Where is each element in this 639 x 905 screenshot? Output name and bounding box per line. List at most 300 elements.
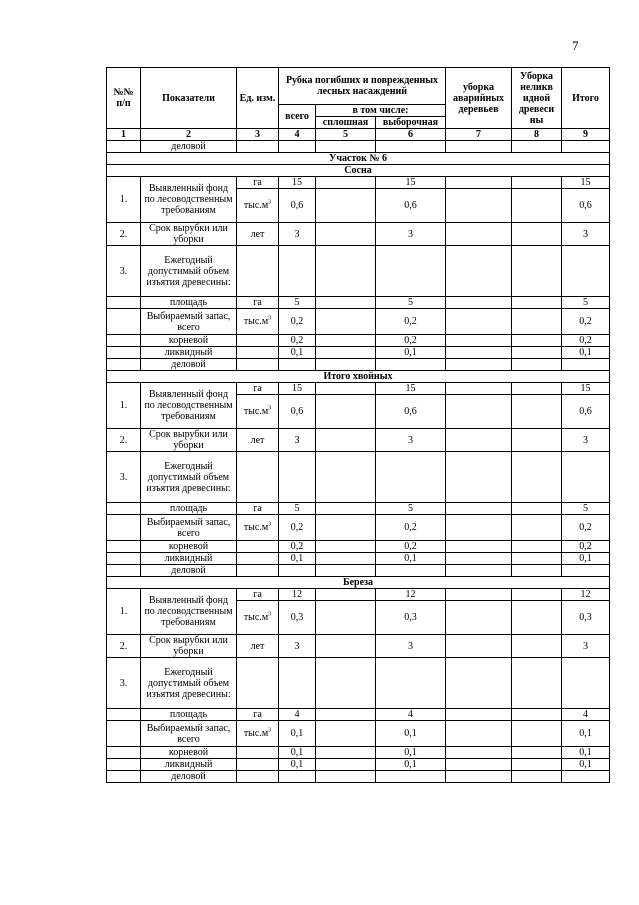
table-header — [107, 68, 610, 141]
table-row — [107, 429, 610, 452]
value-cell — [316, 515, 376, 541]
table-row — [107, 565, 610, 577]
row-number — [107, 347, 141, 359]
value-cell — [512, 553, 562, 565]
value-cell: 0,1 — [562, 759, 610, 771]
value-cell — [562, 452, 610, 503]
table-row — [107, 383, 610, 395]
value-cell — [562, 565, 610, 577]
header-selective: выборочная — [376, 117, 446, 129]
value-cell: 3 — [562, 429, 610, 452]
data-table — [106, 67, 610, 783]
value-cell: 5 — [562, 503, 610, 515]
unit-cell — [237, 721, 279, 747]
value-cell — [562, 771, 610, 783]
value-cell — [512, 709, 562, 721]
value-cell — [446, 246, 512, 297]
row-label: площадь — [141, 709, 237, 721]
value-cell — [316, 589, 376, 601]
value-cell: 3 — [279, 223, 316, 246]
value-cell — [512, 347, 562, 359]
value-cell — [446, 223, 512, 246]
value-cell: 5 — [279, 297, 316, 309]
value-cell — [446, 395, 512, 429]
value-cell — [512, 223, 562, 246]
value-cell — [512, 429, 562, 452]
row-label: Выявленный фонд по лесоводственным требованиям — [141, 177, 237, 223]
table-row — [107, 709, 610, 721]
column-number-row — [107, 129, 610, 141]
value-cell: 12 — [279, 589, 316, 601]
value-cell — [376, 246, 446, 297]
unit-cell — [237, 747, 279, 759]
table-row — [107, 635, 610, 658]
value-cell: 5 — [376, 503, 446, 515]
value-cell — [512, 189, 562, 223]
table-row — [107, 246, 610, 297]
value-cell — [376, 565, 446, 577]
value-cell: 0,2 — [562, 541, 610, 553]
col-number: 4 — [279, 129, 316, 141]
value-cell — [446, 541, 512, 553]
value-cell — [446, 589, 512, 601]
header-incl: в том числе: — [316, 105, 446, 117]
row-label: деловой — [141, 141, 237, 153]
row-label: корневой — [141, 541, 237, 553]
unit-cell — [237, 347, 279, 359]
row-label: ликвидный — [141, 347, 237, 359]
value-cell — [512, 565, 562, 577]
unit-cell — [237, 553, 279, 565]
value-cell: 0,1 — [279, 553, 316, 565]
value-cell — [316, 395, 376, 429]
group-title: Береза — [107, 577, 610, 589]
row-number: 1. — [107, 589, 141, 635]
value-cell — [279, 452, 316, 503]
row-label: Срок вырубки или уборки — [141, 223, 237, 246]
value-cell — [512, 177, 562, 189]
value-cell: 0,2 — [562, 515, 610, 541]
value-cell: 0,2 — [376, 515, 446, 541]
table-row — [107, 452, 610, 503]
row-label: Срок вырубки или уборки — [141, 635, 237, 658]
value-cell — [512, 589, 562, 601]
value-cell: 0,3 — [562, 601, 610, 635]
value-cell — [376, 771, 446, 783]
row-label: Ежегодный допустимый объем изъятия древесины: — [141, 658, 237, 709]
value-cell — [446, 747, 512, 759]
row-label: Выбираемый запас, всего — [141, 721, 237, 747]
value-cell: 0,2 — [279, 541, 316, 553]
value-cell — [316, 335, 376, 347]
value-cell: 0,2 — [279, 309, 316, 335]
unit-cell — [237, 246, 279, 297]
unit-cell — [237, 335, 279, 347]
row-number: 3. — [107, 452, 141, 503]
value-cell: 0,6 — [279, 189, 316, 223]
unit-cell — [237, 771, 279, 783]
value-cell — [446, 721, 512, 747]
value-cell — [512, 309, 562, 335]
value-cell: 5 — [376, 297, 446, 309]
value-cell — [279, 359, 316, 371]
header-clear: сплошная — [316, 117, 376, 129]
row-label: деловой — [141, 565, 237, 577]
table-row — [107, 347, 610, 359]
value-cell — [376, 658, 446, 709]
unit-sup: 3 — [268, 199, 272, 206]
unit-text: тыс.м — [243, 522, 269, 533]
value-cell: 0,1 — [562, 347, 610, 359]
section-title: Участок № 6 — [107, 153, 610, 165]
value-cell: 0,1 — [376, 759, 446, 771]
row-number: 1. — [107, 177, 141, 223]
unit-sup: 3 — [268, 405, 272, 412]
value-cell — [316, 383, 376, 395]
value-cell: 4 — [376, 709, 446, 721]
value-cell — [512, 395, 562, 429]
value-cell — [446, 297, 512, 309]
row-number — [107, 503, 141, 515]
value-cell: 0,1 — [279, 721, 316, 747]
value-cell — [316, 309, 376, 335]
row-number — [107, 515, 141, 541]
value-cell — [512, 759, 562, 771]
value-cell — [316, 347, 376, 359]
unit-cell — [237, 452, 279, 503]
value-cell: 4 — [562, 709, 610, 721]
row-label: Выбираемый запас, всего — [141, 515, 237, 541]
value-cell — [376, 452, 446, 503]
header-illiquid: Уборка неликв идной древеси ны — [512, 68, 562, 129]
unit-cell: га — [237, 709, 279, 721]
value-cell: 12 — [376, 589, 446, 601]
header-emergency: уборка аварийных деревьев — [446, 68, 512, 129]
value-cell — [446, 658, 512, 709]
row-label: площадь — [141, 297, 237, 309]
value-cell — [316, 503, 376, 515]
value-cell: 5 — [279, 503, 316, 515]
table-body — [107, 141, 610, 783]
value-cell — [316, 721, 376, 747]
value-cell: 15 — [562, 383, 610, 395]
col-number: 5 — [316, 129, 376, 141]
unit-sup: 3 — [268, 315, 272, 322]
row-number: 3. — [107, 246, 141, 297]
unit-cell — [237, 541, 279, 553]
value-cell — [316, 541, 376, 553]
table-row — [107, 223, 610, 246]
value-cell — [316, 177, 376, 189]
value-cell: 0,2 — [376, 335, 446, 347]
table-row — [107, 589, 610, 601]
group-title: Итого хвойных — [107, 371, 610, 383]
header-indicators: Показатели — [141, 68, 237, 129]
unit-cell: га — [237, 297, 279, 309]
value-cell — [512, 658, 562, 709]
col-number: 2 — [141, 129, 237, 141]
value-cell — [446, 503, 512, 515]
value-cell — [446, 309, 512, 335]
value-cell: 0,2 — [279, 515, 316, 541]
col-number: 7 — [446, 129, 512, 141]
value-cell — [512, 721, 562, 747]
row-number — [107, 359, 141, 371]
value-cell — [512, 452, 562, 503]
table-row — [107, 759, 610, 771]
table-row — [107, 721, 610, 747]
row-number: 2. — [107, 223, 141, 246]
row-number: 3. — [107, 658, 141, 709]
header-total: всего — [279, 105, 316, 129]
unit-sup: 3 — [268, 521, 272, 528]
value-cell — [446, 601, 512, 635]
value-cell — [376, 359, 446, 371]
row-label: Выявленный фонд по лесоводственным требованиям — [141, 589, 237, 635]
table-row — [107, 503, 610, 515]
value-cell — [316, 658, 376, 709]
value-cell — [279, 565, 316, 577]
value-cell: 0,3 — [376, 601, 446, 635]
row-label: деловой — [141, 771, 237, 783]
value-cell — [316, 297, 376, 309]
value-cell: 15 — [279, 177, 316, 189]
value-cell — [446, 515, 512, 541]
value-cell: 15 — [279, 383, 316, 395]
value-cell — [512, 747, 562, 759]
value-cell — [446, 347, 512, 359]
value-cell: 0,1 — [562, 721, 610, 747]
row-number — [107, 759, 141, 771]
col-number: 8 — [512, 129, 562, 141]
value-cell — [316, 565, 376, 577]
unit-cell — [237, 515, 279, 541]
value-cell: 3 — [376, 429, 446, 452]
unit-sup: 3 — [268, 611, 272, 618]
value-cell: 3 — [279, 429, 316, 452]
value-cell — [446, 553, 512, 565]
value-cell: 0,2 — [376, 541, 446, 553]
value-cell: 0,6 — [376, 395, 446, 429]
table-row — [107, 297, 610, 309]
unit-cell — [237, 658, 279, 709]
value-cell — [446, 429, 512, 452]
section-row — [107, 153, 610, 165]
value-cell: 3 — [376, 635, 446, 658]
value-cell — [512, 515, 562, 541]
value-cell — [316, 359, 376, 371]
value-cell: 12 — [562, 589, 610, 601]
row-label: площадь — [141, 503, 237, 515]
row-label: деловой — [141, 359, 237, 371]
value-cell — [446, 359, 512, 371]
row-number: 2. — [107, 635, 141, 658]
header-num: №№ п/п — [107, 68, 141, 129]
row-number: 2. — [107, 429, 141, 452]
unit-cell: га — [237, 503, 279, 515]
value-cell — [316, 553, 376, 565]
row-label: Срок вырубки или уборки — [141, 429, 237, 452]
row-number — [107, 709, 141, 721]
value-cell — [562, 658, 610, 709]
value-cell — [316, 635, 376, 658]
unit-cell — [237, 309, 279, 335]
group-row — [107, 577, 610, 589]
value-cell — [512, 635, 562, 658]
unit-text: тыс.м — [243, 316, 269, 327]
value-cell — [446, 709, 512, 721]
row-number — [107, 565, 141, 577]
unit-cell — [237, 565, 279, 577]
value-cell — [512, 383, 562, 395]
table-row — [107, 141, 610, 153]
row-label: ликвидный — [141, 553, 237, 565]
value-cell — [316, 429, 376, 452]
value-cell: 0,1 — [376, 721, 446, 747]
value-cell: 0,1 — [279, 347, 316, 359]
value-cell: 0,2 — [279, 335, 316, 347]
header-result: Итого — [562, 68, 610, 129]
value-cell: 0,3 — [279, 601, 316, 635]
value-cell: 0,1 — [376, 747, 446, 759]
value-cell — [446, 771, 512, 783]
table-row — [107, 553, 610, 565]
value-cell: 0,2 — [562, 335, 610, 347]
value-cell — [512, 771, 562, 783]
header-unit: Ед. изм. — [237, 68, 279, 129]
value-cell: 0,1 — [562, 553, 610, 565]
value-cell — [446, 383, 512, 395]
unit-text: тыс.м — [243, 200, 269, 211]
unit-cell: лет — [237, 635, 279, 658]
value-cell: 4 — [279, 709, 316, 721]
unit-cell: га — [237, 589, 279, 601]
value-cell: 0,6 — [279, 395, 316, 429]
row-label: Выбираемый запас, всего — [141, 309, 237, 335]
value-cell — [316, 759, 376, 771]
unit-cell: га — [237, 383, 279, 395]
col-number: 1 — [107, 129, 141, 141]
table-row — [107, 335, 610, 347]
row-number — [107, 771, 141, 783]
value-cell — [279, 658, 316, 709]
unit-cell — [237, 395, 279, 429]
value-cell: 0,2 — [376, 309, 446, 335]
unit-cell — [237, 601, 279, 635]
value-cell: 5 — [562, 297, 610, 309]
page-number: 7 — [572, 38, 579, 53]
row-label: корневой — [141, 747, 237, 759]
row-label: Ежегодный допустимый объем изъятия древесины: — [141, 452, 237, 503]
value-cell: 15 — [376, 383, 446, 395]
row-number — [107, 553, 141, 565]
value-cell — [316, 223, 376, 246]
value-cell — [512, 297, 562, 309]
row-number — [107, 721, 141, 747]
value-cell — [316, 601, 376, 635]
col-number: 9 — [562, 129, 610, 141]
value-cell — [316, 771, 376, 783]
value-cell — [316, 452, 376, 503]
value-cell — [512, 541, 562, 553]
row-number — [107, 335, 141, 347]
unit-cell — [237, 759, 279, 771]
value-cell — [512, 601, 562, 635]
header-felling-group: Рубка погибших и поврежденных лесных насаждений — [279, 68, 446, 105]
group-row — [107, 371, 610, 383]
value-cell: 0,2 — [562, 309, 610, 335]
value-cell — [446, 189, 512, 223]
group-title: Сосна — [107, 165, 610, 177]
value-cell: 0,6 — [562, 395, 610, 429]
table-row — [107, 747, 610, 759]
value-cell — [316, 709, 376, 721]
value-cell — [512, 503, 562, 515]
value-cell — [562, 359, 610, 371]
table-row — [107, 309, 610, 335]
unit-sup: 3 — [268, 727, 272, 734]
unit-text: тыс.м — [243, 728, 269, 739]
value-cell — [316, 246, 376, 297]
row-number — [107, 297, 141, 309]
row-number — [107, 747, 141, 759]
table-row — [107, 359, 610, 371]
value-cell — [512, 359, 562, 371]
col-number: 6 — [376, 129, 446, 141]
row-label: Выявленный фонд по лесоводственным требованиям — [141, 383, 237, 429]
value-cell — [446, 565, 512, 577]
value-cell — [446, 335, 512, 347]
value-cell: 0,6 — [562, 189, 610, 223]
value-cell: 3 — [279, 635, 316, 658]
value-cell — [512, 246, 562, 297]
value-cell: 0,6 — [376, 189, 446, 223]
row-number — [107, 309, 141, 335]
row-label: ликвидный — [141, 759, 237, 771]
unit-cell: лет — [237, 429, 279, 452]
value-cell: 15 — [376, 177, 446, 189]
value-cell: 0,1 — [279, 747, 316, 759]
row-label: Ежегодный допустимый объем изъятия древесины: — [141, 246, 237, 297]
row-label: корневой — [141, 335, 237, 347]
value-cell: 3 — [562, 635, 610, 658]
value-cell — [279, 771, 316, 783]
value-cell — [446, 759, 512, 771]
row-number: 1. — [107, 383, 141, 429]
unit-cell — [237, 359, 279, 371]
value-cell: 3 — [376, 223, 446, 246]
value-cell — [279, 246, 316, 297]
value-cell: 0,1 — [376, 553, 446, 565]
value-cell: 0,1 — [562, 747, 610, 759]
value-cell — [316, 747, 376, 759]
table-row — [107, 658, 610, 709]
value-cell: 3 — [562, 223, 610, 246]
unit-text: тыс.м — [243, 406, 269, 417]
value-cell — [316, 189, 376, 223]
value-cell — [562, 246, 610, 297]
table-row — [107, 177, 610, 189]
value-cell — [512, 335, 562, 347]
unit-cell — [237, 189, 279, 223]
unit-cell: га — [237, 177, 279, 189]
value-cell — [446, 177, 512, 189]
unit-text: тыс.м — [243, 612, 269, 623]
value-cell — [446, 452, 512, 503]
value-cell: 0,1 — [376, 347, 446, 359]
value-cell: 15 — [562, 177, 610, 189]
table-row — [107, 541, 610, 553]
